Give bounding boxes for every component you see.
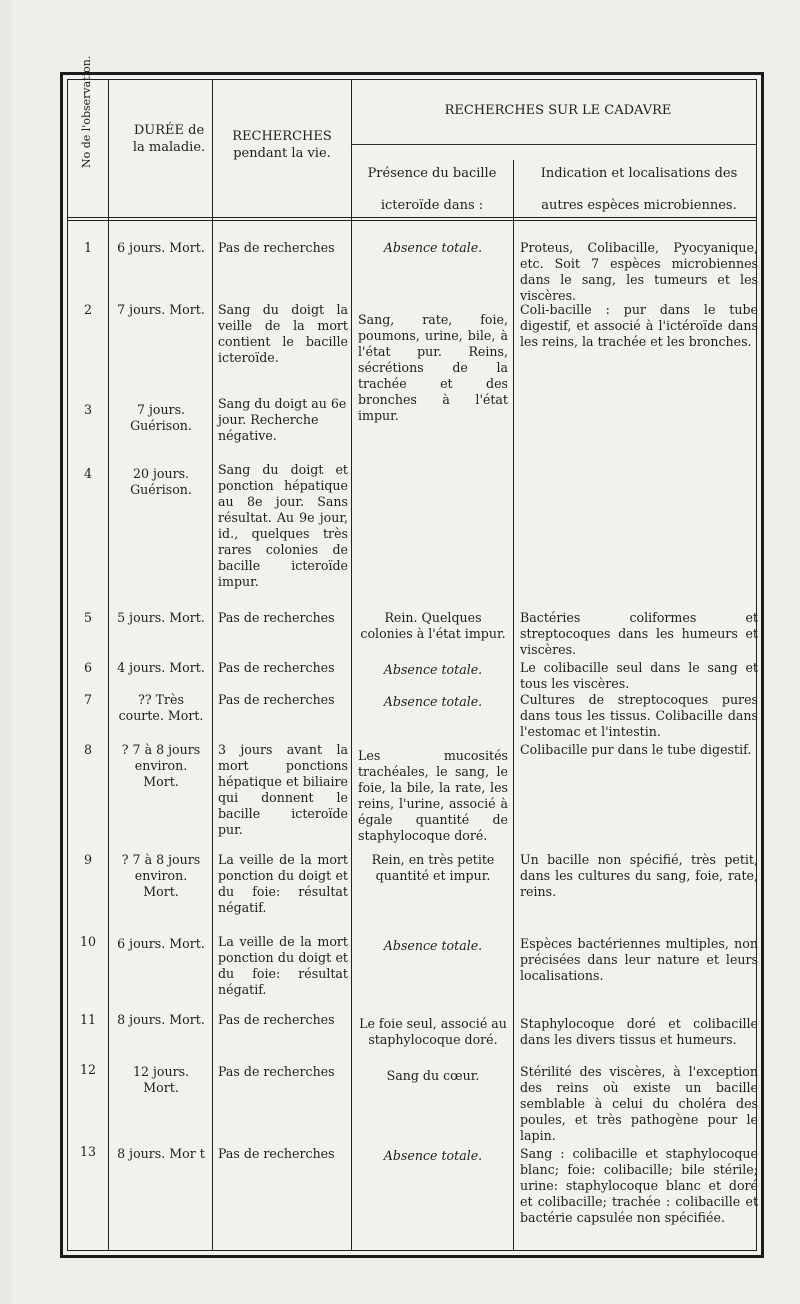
row-recherches: Pas de recherches	[218, 610, 335, 625]
header-presence: Présence du bacille icteroïde dans :	[367, 166, 497, 213]
row-indication: Coli-bacille : pur dans le tube digestif, et associé à l'ictéroïde dans les reins, la trachée et les bronches.	[520, 302, 758, 349]
row-recherches: Sang du doigt au 6e jour. Recherche négative.	[218, 396, 347, 443]
row-duree: 20 jours. Guérison.	[130, 466, 192, 497]
col-divider	[108, 80, 109, 1250]
row-recherches: Sang du doigt la veille de la mort contient le bacille icteroïde.	[218, 302, 348, 365]
row-number: 2	[83, 302, 92, 317]
row-duree: 6 jours. Mort.	[117, 936, 205, 951]
header-observation-number: No de l'observation.	[80, 55, 93, 168]
row-duree: ? 7 à 8 jours environ. Mort.	[121, 852, 201, 899]
row-presence: Absence totale.	[383, 1148, 483, 1163]
row-indication: Cultures de streptocoques pures dans tous les tissus. Colibacille dans l'estomac et l'intestin.	[520, 692, 758, 739]
row-recherches: 3 jours avant la mort ponctions hépatique et biliaire qui donnent le bacille icteroïde pur.	[218, 742, 348, 837]
row-presence: Absence totale.	[383, 240, 483, 255]
row-duree: ?? Très courte. Mort.	[118, 692, 204, 723]
row-indication: Un bacille non spécifié, très petit, dans les cultures du sang, foie, rate, reins.	[520, 852, 758, 899]
row-number: 3	[83, 402, 92, 417]
row-recherches: Pas de recherches	[218, 1064, 335, 1079]
row-number: 8	[83, 742, 92, 757]
row-indication: Espèces bactériennes multiples, non précisées dans leur nature et leurs localisations.	[520, 936, 758, 983]
table-frame	[60, 55, 764, 1258]
row-number: 11	[79, 1012, 97, 1027]
row-recherches: Pas de recherches	[218, 240, 335, 255]
col-divider	[513, 160, 514, 1250]
row-indication: Sang : colibacille et staphylocoque blanc; foie: colibacille; bile stérile; urine: staphylocoque blanc et doré et colibacille; trachée : colibacille et bactérie capsulée non spécifiée.	[520, 1146, 758, 1225]
row-indication: Staphylocoque doré et colibacille dans les divers tissus et humeurs.	[520, 1016, 758, 1047]
row-presence: Absence totale.	[383, 694, 483, 709]
row-number: 4	[83, 466, 92, 481]
row-duree: 8 jours. Mort.	[117, 1012, 205, 1027]
row-indication: Stérilité des viscères, à l'exception des reins où existe un bacille semblable à celui du choléra des poules, et très pathogène pour le lapin.	[520, 1064, 758, 1143]
row-recherches: Pas de recherches	[218, 692, 335, 707]
row-presence: Rein, en très petite quantité et impur.	[371, 852, 495, 883]
row-recherches: La veille de la mort ponction du doigt et du foie: résultat négatif.	[218, 852, 348, 915]
header-cadavre-title: RECHERCHES SUR LE CADAVRE	[444, 103, 672, 118]
row-indication: Bactéries coliformes et streptocoques dans les humeurs et viscères.	[520, 610, 758, 657]
row-number: 6	[83, 660, 92, 675]
row-indication: Colibacille pur dans le tube digestif.	[520, 742, 752, 757]
row-duree: 7 jours. Mort.	[117, 302, 205, 317]
header-recherches: RECHERCHES pendant la vie.	[232, 129, 332, 161]
row-presence: Absence totale.	[383, 938, 483, 953]
row-indication: Le colibacille seul dans le sang et tous les viscères.	[520, 660, 758, 691]
row-recherches: Pas de recherches	[218, 660, 335, 675]
header-indication: Indication et localisations des autres espèces microbiennes.	[540, 166, 738, 213]
row-number: 10	[79, 934, 97, 949]
row-presence: Les mucosités trachéales, le sang, le foie, la bile, la rate, les reins, l'urine, associé à égale quantité de staphylocoque doré.	[358, 748, 508, 843]
col-divider	[212, 80, 213, 1250]
row-number: 9	[83, 852, 92, 867]
col-divider	[351, 80, 352, 1250]
row-presence: Le foie seul, associé au staphylocoque doré.	[359, 1016, 507, 1047]
row-recherches: Sang du doigt et ponction hépatique au 8e jour. Sans résultat. Au 9e jour, id., quelques très rares colonies de bacille icteroïde impur.	[218, 462, 348, 589]
page	[12, 0, 800, 1304]
row-recherches: Pas de recherches	[218, 1146, 335, 1161]
row-duree: ? 7 à 8 jours environ. Mort.	[121, 742, 201, 789]
row-duree: 8 jours. Mor t	[117, 1146, 205, 1161]
row-indication: Proteus, Colibacille, Pyocyanique, etc. Soit 7 espèces microbiennes dans le sang, les tumeurs et les viscères.	[520, 240, 758, 303]
row-duree: 5 jours. Mort.	[117, 610, 205, 625]
row-duree: 6 jours. Mort.	[117, 240, 205, 255]
cadavre-rule	[351, 144, 756, 145]
row-duree: 12 jours. Mort.	[132, 1064, 190, 1095]
row-duree: 4 jours. Mort.	[117, 660, 205, 675]
row-presence: Sang, rate, foie, poumons, urine, bile, à l'état pur. Reins, sécrétions de la trachée et des bronches à l'état impur.	[358, 312, 508, 423]
row-presence: Sang du cœur.	[386, 1068, 480, 1083]
row-number: 7	[83, 692, 92, 707]
table-inner-border	[67, 55, 758, 1251]
row-recherches: La veille de la mort ponction du doigt et du foie: résultat négatif.	[218, 934, 348, 997]
header-duree: DURÉE de la maladie.	[132, 123, 206, 155]
row-duree: 7 jours. Guérison.	[130, 402, 192, 433]
row-presence: Absence totale.	[383, 662, 483, 677]
row-number: 1	[83, 240, 92, 255]
row-presence: Rein. Quelques colonies à l'état impur.	[360, 610, 506, 641]
row-recherches: Pas de recherches	[218, 1012, 335, 1027]
row-number: 13	[79, 1144, 97, 1159]
row-number: 5	[83, 610, 92, 625]
row-number: 12	[79, 1062, 97, 1077]
